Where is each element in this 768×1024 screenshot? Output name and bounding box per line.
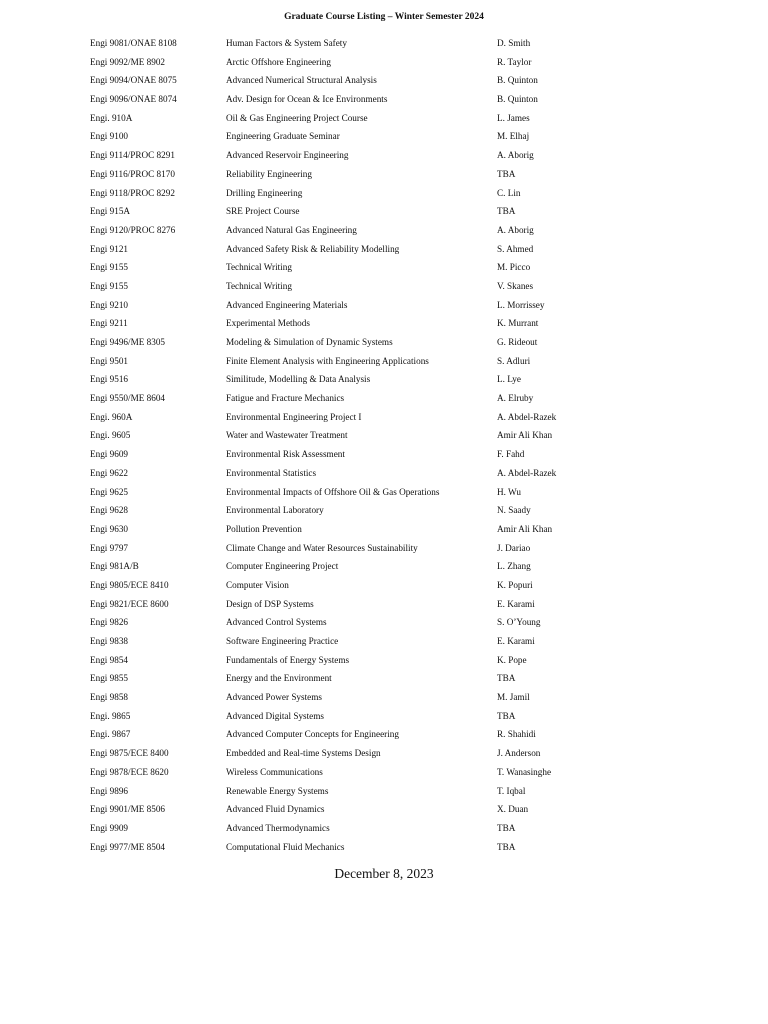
course-instructor: T. Wanasinghe: [497, 766, 552, 777]
course-code: Engi 9854: [90, 654, 129, 665]
course-instructor: Amir Ali Khan: [497, 430, 553, 441]
table-row: [90, 205, 690, 224]
course-code: Engi 9838: [90, 636, 129, 646]
course-code: Engi 9855: [90, 673, 129, 684]
course-instructor: S. Ahmed: [497, 243, 534, 254]
table-row: [90, 187, 690, 206]
course-code: Engi 9909: [90, 822, 129, 833]
course-code: Engi 9116/PROC 8170: [90, 168, 175, 179]
table-row: [90, 299, 690, 318]
course-instructor: N. Saady: [497, 505, 531, 516]
table-row: [90, 317, 690, 336]
course-instructor: S. O’Young: [497, 617, 541, 628]
course-title: Reliability Engineering: [226, 168, 312, 179]
course-title: Advanced Power Systems: [226, 692, 322, 703]
table-row: [90, 579, 690, 598]
course-code: Engi 9878/ECE 8620: [90, 766, 169, 777]
course-title: Pollution Prevention: [226, 523, 302, 534]
course-title: Advanced Control Systems: [226, 617, 327, 628]
table-row: [90, 654, 690, 673]
table-row: [90, 691, 690, 710]
course-title: Environmental Risk Assessment: [226, 449, 345, 460]
document-date: December 8, 2023: [334, 866, 434, 881]
course-title: Computer Engineering Project: [226, 561, 339, 572]
table-row: [90, 448, 690, 467]
table-row: [90, 56, 690, 75]
course-instructor: A. Aborig: [497, 224, 534, 235]
course-code: Engi 9155: [90, 280, 129, 291]
course-code: Engi. 910A: [90, 112, 133, 123]
course-code: Engi 9155: [90, 262, 129, 273]
course-title: Finite Element Analysis with Engineering Applications: [226, 355, 429, 366]
table-row: [90, 429, 690, 448]
course-code: Engi 915A: [90, 206, 131, 217]
course-code: Engi 9120/PROC 8276: [90, 224, 176, 235]
table-row: [90, 747, 690, 766]
course-title: Engineering Graduate Seminar: [226, 131, 340, 142]
table-row: [90, 112, 690, 131]
table-row: [90, 168, 690, 187]
course-code: Engi 9628: [90, 505, 129, 516]
course-title: Advanced Fluid Dynamics: [226, 804, 325, 815]
course-title: Experimental Methods: [226, 318, 310, 329]
table-row: [90, 822, 690, 841]
course-instructor: TBA: [497, 673, 516, 684]
course-instructor: TBA: [497, 206, 516, 217]
course-instructor: J. Dariao: [497, 542, 531, 553]
course-instructor: TBA: [497, 710, 516, 721]
course-title: Software Engineering Practice: [226, 636, 339, 646]
course-title: Climate Change and Water Resources Sustainability: [226, 542, 418, 553]
course-instructor: D. Smith: [497, 38, 531, 48]
table-row: [90, 93, 690, 112]
course-instructor: A. Aborig: [497, 150, 534, 161]
course-code: Engi 9501: [90, 355, 129, 366]
course-code: Engi 9826: [90, 617, 129, 628]
course-title: Similitude, Modelling & Data Analysis: [226, 374, 371, 385]
table-row: [90, 74, 690, 93]
course-title: Modeling & Simulation of Dynamic Systems: [226, 337, 393, 347]
course-instructor: K. Popuri: [497, 579, 533, 590]
course-instructor: A. Abdel-Razek: [497, 467, 557, 478]
table-row: [90, 728, 690, 747]
course-code: Engi 9496/ME 8305: [90, 337, 166, 347]
table-row: [90, 373, 690, 392]
course-instructor: A. Elruby: [497, 393, 534, 404]
course-instructor: L. James: [497, 112, 530, 123]
course-code: Engi 9210: [90, 299, 129, 310]
table-row: [90, 280, 690, 299]
course-code: Engi. 960A: [90, 411, 133, 422]
course-title: Design of DSP Systems: [226, 598, 314, 609]
table-row: [90, 560, 690, 579]
course-code: Engi. 9867: [90, 729, 131, 740]
course-instructor: L. Morrissey: [497, 299, 545, 310]
course-instructor: T. Iqbal: [497, 785, 526, 796]
table-row: [90, 411, 690, 430]
course-title: Environmental Engineering Project I: [226, 411, 362, 422]
course-instructor: V. Skanes: [497, 280, 534, 291]
course-title: Human Factors & System Safety: [226, 38, 347, 48]
course-instructor: E. Karami: [497, 598, 535, 609]
course-title: Adv. Design for Ocean & Ice Environments: [226, 94, 388, 105]
table-row: [90, 766, 690, 785]
course-instructor: X. Duan: [497, 804, 529, 815]
table-row: [90, 710, 690, 729]
course-code: Engi. 9605: [90, 430, 131, 441]
course-title: Technical Writing: [226, 280, 292, 291]
course-instructor: L. Zhang: [497, 561, 531, 572]
table-row: [90, 672, 690, 691]
course-code: Engi 9858: [90, 692, 129, 703]
course-code: Engi 9821/ECE 8600: [90, 598, 169, 609]
course-title: Advanced Safety Risk & Reliability Modelling: [226, 243, 400, 254]
course-instructor: A. Abdel-Razek: [497, 411, 557, 422]
course-code: Engi 9096/ONAE 8074: [90, 94, 177, 105]
table-row: [90, 635, 690, 654]
table-row: [90, 785, 690, 804]
course-instructor: G. Rideout: [497, 337, 538, 347]
course-title: Oil & Gas Engineering Project Course: [226, 112, 368, 123]
course-code: Engi 9211: [90, 318, 128, 329]
course-title: Drilling Engineering: [226, 187, 303, 198]
course-instructor: C. Lin: [497, 187, 521, 198]
course-title: Arctic Offshore Engineering: [226, 56, 331, 67]
course-code: Engi 9805/ECE 8410: [90, 579, 169, 590]
page-title: Graduate Course Listing – Winter Semester 2024: [284, 12, 484, 22]
course-instructor: TBA: [497, 822, 516, 833]
course-instructor: K. Murrant: [497, 318, 539, 329]
course-title: SRE Project Course: [226, 206, 300, 217]
course-title: Fundamentals of Energy Systems: [226, 654, 350, 665]
course-code: Engi. 9865: [90, 710, 131, 721]
course-title: Environmental Impacts of Offshore Oil & Gas Operations: [226, 486, 440, 497]
course-title: Advanced Computer Concepts for Engineering: [226, 729, 399, 740]
course-title: Environmental Statistics: [226, 467, 317, 478]
course-code: Engi 9094/ONAE 8075: [90, 75, 177, 86]
table-row: [90, 542, 690, 561]
course-code: Engi 9081/ONAE 8108: [90, 38, 177, 48]
course-instructor: B. Quinton: [497, 94, 538, 105]
table-row: [90, 598, 690, 617]
course-code: Engi 981A/B: [90, 561, 139, 572]
course-instructor: B. Quinton: [497, 75, 538, 86]
course-title: Advanced Reservoir Engineering: [226, 150, 349, 161]
course-code: Engi 9896: [90, 785, 129, 796]
course-title: Advanced Numerical Structural Analysis: [226, 75, 377, 86]
course-title: Renewable Energy Systems: [226, 785, 329, 796]
course-list: [90, 37, 690, 859]
table-row: [90, 355, 690, 374]
course-instructor: TBA: [497, 168, 516, 179]
course-code: Engi 9901/ME 8506: [90, 804, 166, 815]
course-code: Engi 9516: [90, 374, 129, 385]
course-code: Engi 9121: [90, 243, 129, 254]
course-code: Engi 9609: [90, 449, 129, 460]
course-title: Advanced Engineering Materials: [226, 299, 348, 310]
course-instructor: R. Taylor: [497, 56, 532, 67]
course-instructor: M. Elhaj: [497, 131, 530, 142]
course-title: Advanced Thermodynamics: [226, 822, 330, 833]
course-title: Computer Vision: [226, 579, 289, 590]
table-row: [90, 261, 690, 280]
table-row: [90, 224, 690, 243]
table-row: [90, 37, 690, 56]
course-code: Engi 9100: [90, 131, 129, 142]
table-row: [90, 392, 690, 411]
course-instructor: Amir Ali Khan: [497, 523, 553, 534]
course-title: Energy and the Environment: [226, 673, 332, 684]
course-title: Advanced Digital Systems: [226, 710, 324, 721]
table-row: [90, 486, 690, 505]
table-row: [90, 504, 690, 523]
course-instructor: J. Anderson: [497, 748, 541, 759]
table-row: [90, 467, 690, 486]
table-row: [90, 130, 690, 149]
course-instructor: TBA: [497, 841, 516, 852]
table-row: [90, 841, 690, 860]
course-code: Engi 9550/ME 8604: [90, 393, 166, 404]
course-instructor: L. Lye: [497, 374, 521, 385]
course-code: Engi 9875/ECE 8400: [90, 748, 169, 759]
course-title: Environmental Laboratory: [226, 505, 324, 516]
course-title: Wireless Communications: [226, 766, 323, 777]
course-title: Computational Fluid Mechanics: [226, 841, 345, 852]
course-instructor: F. Fahd: [497, 449, 525, 460]
table-row: [90, 336, 690, 355]
course-instructor: R. Shahidi: [497, 729, 536, 740]
table-row: [90, 149, 690, 168]
course-title: Fatigue and Fracture Mechanics: [226, 393, 345, 404]
course-code: Engi 9797: [90, 542, 129, 553]
course-code: Engi 9977/ME 8504: [90, 841, 166, 852]
course-title: Advanced Natural Gas Engineering: [226, 224, 357, 235]
course-instructor: S. Adluri: [497, 355, 531, 366]
course-instructor: E. Karami: [497, 636, 535, 646]
course-title: Technical Writing: [226, 262, 292, 273]
table-row: [90, 243, 690, 262]
course-code: Engi 9118/PROC 8292: [90, 187, 175, 198]
course-title: Water and Wastewater Treatment: [226, 430, 348, 441]
course-instructor: M. Picco: [497, 262, 531, 273]
course-code: Engi 9625: [90, 486, 129, 497]
table-row: [90, 803, 690, 822]
table-row: [90, 523, 690, 542]
course-code: Engi 9092/ME 8902: [90, 56, 166, 67]
table-row: [90, 616, 690, 635]
course-instructor: M. Jamil: [497, 692, 530, 703]
course-code: Engi 9622: [90, 467, 129, 478]
course-title: Embedded and Real-time Systems Design: [226, 748, 381, 759]
course-code: Engi 9114/PROC 8291: [90, 150, 175, 161]
course-instructor: H. Wu: [497, 486, 521, 497]
course-instructor: K. Pope: [497, 654, 527, 665]
course-code: Engi 9630: [90, 523, 129, 534]
